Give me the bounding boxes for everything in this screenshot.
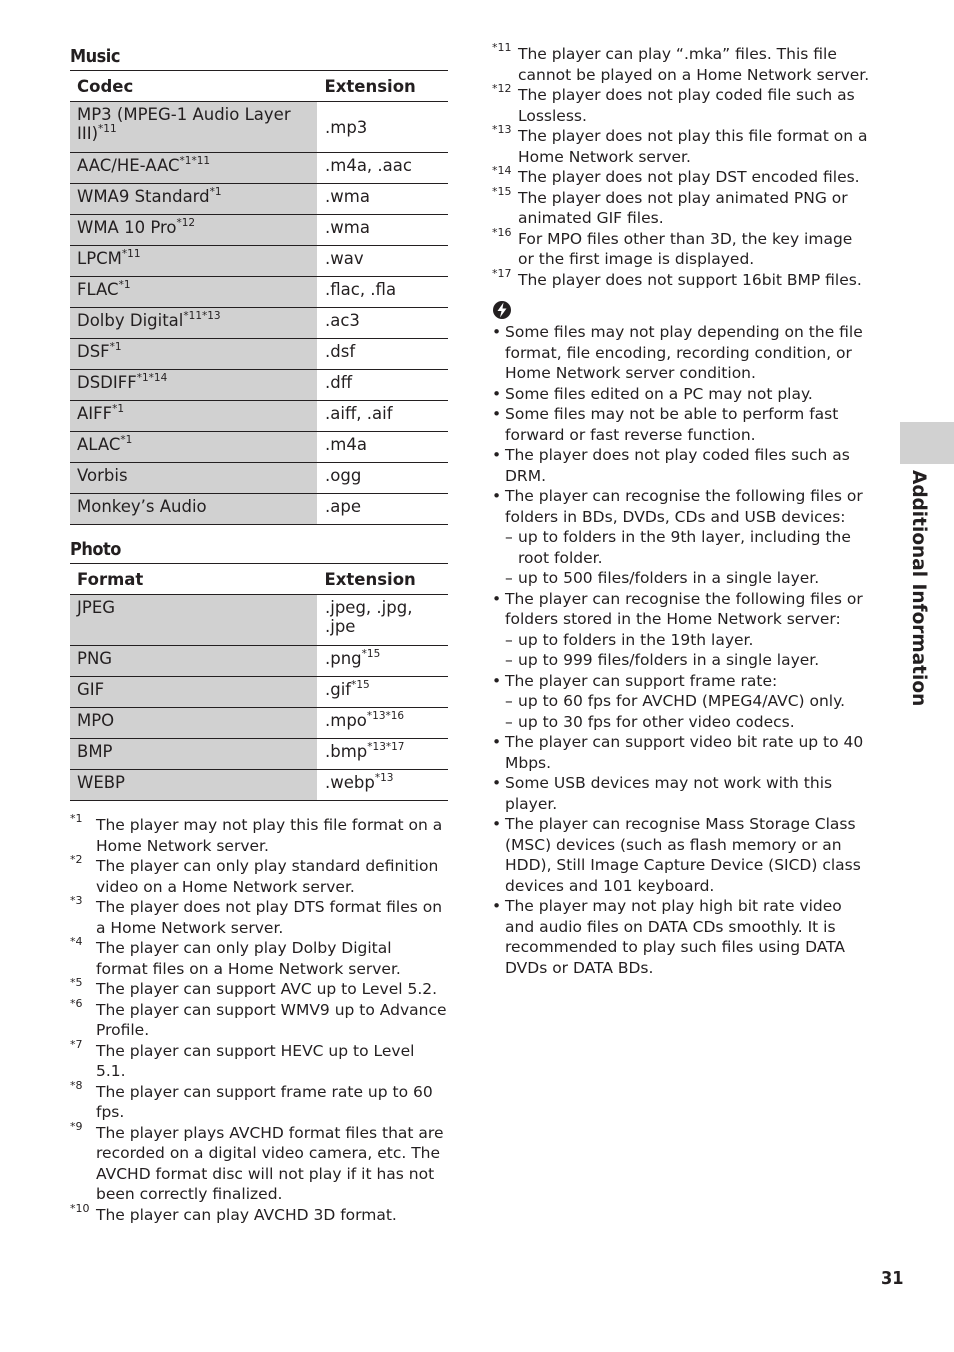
bullet: • (492, 487, 502, 505)
note-item (492, 322, 872, 384)
cell-text: .bmp (325, 742, 368, 761)
photo-table-body (70, 595, 448, 801)
footnote-text: The player can only play standard definition video on a Home Network server. (96, 857, 439, 896)
right-column (492, 41, 872, 978)
cell-text: .webp (325, 773, 375, 792)
note-item (492, 732, 872, 773)
note-item (492, 589, 872, 630)
dash: – (505, 528, 513, 546)
note-item (492, 814, 872, 896)
bullet: • (492, 323, 502, 341)
table-row (70, 308, 448, 339)
footnote-text: The player can support WMV9 up to Advance Profile. (96, 1000, 447, 1039)
footnote-text: The player plays AVCHD format files that are recorded on a digital video camera, etc. The AVCHD format disc will not play if it has not been correctly finalized. (96, 1123, 444, 1203)
footnote-mark: *17 (492, 266, 512, 280)
footnote-ref: *13*16 (366, 710, 405, 722)
side-tab-marker (900, 422, 954, 464)
bullet: • (492, 589, 502, 608)
photo-cell-name (70, 770, 318, 801)
music-cell-extension (318, 401, 449, 432)
table-row (70, 646, 448, 677)
bullet: • (492, 384, 502, 403)
table-row (70, 102, 448, 153)
cell-text: .aiff, .aif (325, 404, 393, 423)
cell-text: MPO (77, 711, 115, 730)
note-subtext: up to folders in the 9th layer, including the root folder. (518, 528, 851, 567)
note-text: Some files may not be able to perform fast forward or fast reverse function. (505, 405, 839, 444)
cell-text: .mpo (325, 711, 367, 730)
cell-text: .jpeg, .jpg, .jpe (325, 598, 413, 636)
footnote (492, 82, 872, 126)
footnote-text: The player does not play DST encoded files. (518, 168, 860, 186)
footnote-text: The player can support frame rate up to 60 fps. (96, 1082, 433, 1121)
bullet: • (492, 446, 502, 464)
music-cell-extension (318, 184, 449, 215)
music-cell-extension (318, 277, 449, 308)
table-row (70, 494, 448, 525)
footnote (70, 1201, 448, 1226)
note-subitem (492, 712, 872, 733)
footnote (492, 41, 872, 85)
cell-text: WEBP (77, 773, 126, 792)
side-tab-label: Additional Information (908, 470, 929, 707)
footnote-mark: *2 (70, 853, 83, 866)
footnote (70, 894, 448, 938)
photo-cell-extension (318, 708, 449, 739)
footnote-mark: *13 (492, 123, 512, 136)
cell-text: .m4a, .aac (325, 156, 412, 175)
music-cell-name (70, 215, 318, 246)
footnote (492, 123, 872, 167)
music-cell-name (70, 102, 318, 153)
table-row (70, 677, 448, 708)
footnote-mark: *8 (70, 1078, 83, 1092)
footnote-ref: *13 (374, 772, 394, 784)
footnote-text: The player can only play Dolby Digital format files on a Home Network server. (96, 939, 401, 978)
photo-cell-extension (318, 595, 449, 646)
dash: – (505, 712, 513, 731)
cell-text: .flac, .fla (325, 280, 397, 299)
note-subitem (492, 630, 872, 651)
cell-text: .wav (325, 249, 364, 268)
footnote-text: The player does not play coded file such as Lossless. (518, 86, 855, 125)
footnote-ref: *1 (109, 341, 122, 353)
cell-text: .wma (325, 187, 370, 206)
table-row (70, 463, 448, 494)
cell-text: .gif (325, 680, 352, 699)
footnote (492, 184, 872, 229)
footnote-text: The player does not play DTS format files on a Home Network server. (96, 898, 443, 937)
note-icon (492, 300, 872, 320)
photo-col-extension: Extension (318, 564, 449, 595)
music-cell-name (70, 246, 318, 277)
music-cell-name (70, 494, 318, 525)
photo-cell-name (70, 677, 318, 708)
photo-cell-extension (318, 677, 449, 708)
table-row (70, 215, 448, 246)
table-row (70, 770, 448, 801)
photo-cell-name (70, 595, 318, 646)
music-cell-name (70, 308, 318, 339)
footnote (492, 164, 872, 188)
music-col-codec: Codec (70, 71, 318, 102)
cell-text: MP3 (MPEG-1 Audio Layer III) (77, 105, 291, 143)
footnote-text: The player can play AVCHD 3D format. (96, 1205, 397, 1224)
bullet: • (492, 897, 502, 915)
bullet: • (492, 671, 502, 690)
note-item (492, 486, 872, 527)
photo-col-format: Format (70, 564, 318, 595)
photo-cell-extension (318, 646, 449, 677)
cell-text: DSDIFF (77, 373, 137, 392)
note-text: Some USB devices may not work with this player. (505, 774, 833, 813)
footnote-mark: *4 (70, 935, 83, 948)
cell-text: .dff (325, 373, 353, 392)
cell-text: .ac3 (325, 311, 360, 330)
music-cell-name (70, 153, 318, 184)
footnote-ref: *11*13 (183, 310, 221, 322)
left-column (70, 44, 448, 1225)
music-table (70, 70, 448, 525)
dash: – (505, 651, 513, 669)
note-subitem (492, 527, 872, 568)
dash: – (505, 569, 513, 587)
cell-text: .png (325, 649, 362, 668)
note-text: The player can recognise Mass Storage Class (MSC) devices (such as flash memory or an HDD), Still Image Capture Device (SICD) class devices and 101 keyboard. (505, 815, 861, 895)
cell-text: .mp3 (325, 117, 368, 137)
note-subitem (492, 568, 872, 589)
note-item (492, 445, 872, 486)
footnote-text: The player can play “.mka” files. This file cannot be played on a Home Network server. (518, 45, 870, 84)
footnote (70, 1037, 448, 1082)
cell-text: JPEG (77, 598, 116, 617)
music-cell-extension (318, 339, 449, 370)
cell-text: .ape (325, 497, 361, 516)
music-table-body (70, 102, 448, 525)
table-row (70, 184, 448, 215)
music-cell-name (70, 339, 318, 370)
footnote (70, 976, 448, 1000)
footnotes-right (492, 41, 872, 290)
dash: – (505, 630, 513, 649)
note-text: The player may not play high bit rate video and audio files on DATA CDs smoothly. It is recommended to play such files using DATA DVDs or DATA BDs. (505, 897, 846, 977)
dash: – (505, 692, 513, 710)
cell-text: DSF (77, 342, 110, 361)
footnote-ref: *15 (351, 679, 370, 691)
footnote-ref: *1*14 (136, 372, 168, 384)
footnote-ref: *15 (361, 648, 381, 660)
table-row (70, 153, 448, 184)
table-row (70, 277, 448, 308)
bullet: • (492, 733, 502, 751)
cell-text: WMA9 Standard (77, 187, 210, 206)
photo-cell-extension (318, 770, 449, 801)
note-text: Some files edited on a PC may not play. (505, 384, 813, 403)
footnote-ref: *1*11 (179, 155, 211, 167)
note-text: The player can support frame rate: (505, 671, 778, 690)
note-text: The player can support video bit rate up to 40 Mbps. (505, 733, 864, 772)
music-cell-extension (318, 370, 449, 401)
footnote-mark: *9 (70, 1119, 83, 1133)
table-row (70, 246, 448, 277)
footnote-mark: *11 (492, 41, 512, 54)
photo-cell-name (70, 646, 318, 677)
cell-text: Dolby Digital (77, 311, 184, 330)
note-item (492, 773, 872, 814)
footnote-mark: *7 (70, 1037, 83, 1051)
music-cell-name (70, 401, 318, 432)
cell-text: .m4a (325, 435, 367, 454)
table-row (70, 432, 448, 463)
photo-cell-name (70, 739, 318, 770)
footnote (70, 1078, 448, 1123)
table-row (70, 339, 448, 370)
notes-list (492, 322, 872, 978)
music-cell-name (70, 184, 318, 215)
music-cell-extension (318, 215, 449, 246)
note-subtext: up to folders in the 19th layer. (518, 630, 754, 649)
note-item (492, 896, 872, 978)
footnote-ref: *13*17 (367, 741, 405, 753)
cell-text: .dsf (325, 342, 356, 361)
page-number: 31 (881, 1268, 904, 1289)
footnote-ref: *1 (112, 403, 125, 415)
note-subtext: up to 500 files/folders in a single layer. (518, 569, 820, 587)
footnote-mark: *5 (70, 976, 83, 989)
note-text: The player can recognise the following files or folders in BDs, DVDs, CDs and USB devices: (505, 487, 863, 526)
bullet: • (492, 815, 502, 833)
cell-text: LPCM (77, 249, 122, 268)
footnote (70, 996, 448, 1041)
music-cell-extension (318, 153, 449, 184)
cell-text: AAC/HE-AAC (77, 156, 180, 175)
cell-text: .ogg (325, 466, 362, 485)
footnote-text: The player does not play animated PNG or animated GIF files. (518, 188, 848, 227)
footnote-text: The player can support AVC up to Level 5.2. (96, 980, 438, 998)
footnote-ref: *1 (118, 279, 131, 291)
footnotes-left (70, 812, 448, 1225)
footnote (492, 266, 872, 291)
footnote-mark: *3 (70, 894, 83, 907)
music-cell-extension (318, 308, 449, 339)
footnote (70, 935, 448, 979)
music-cell-extension (318, 102, 449, 153)
footnote-mark: *6 (70, 996, 83, 1010)
cell-text: .wma (325, 218, 370, 237)
footnote-mark: *15 (492, 184, 512, 198)
note-subitem (492, 650, 872, 671)
music-cell-extension (318, 432, 449, 463)
cell-text: GIF (77, 680, 105, 699)
table-row (70, 708, 448, 739)
cell-text: WMA 10 Pro (77, 218, 177, 237)
footnote-ref: *1 (209, 186, 222, 198)
bullet: • (492, 774, 502, 792)
cell-text: Monkey’s Audio (77, 497, 207, 516)
cell-text: Vorbis (77, 466, 128, 485)
footnote-mark: *12 (492, 82, 512, 95)
note-subtext: up to 999 files/folders in a single layer. (518, 651, 820, 669)
music-heading: Music (70, 46, 120, 67)
music-col-extension: Extension (318, 71, 449, 102)
note-item (492, 384, 872, 405)
footnote-text: The player does not play this file format on a Home Network server. (518, 127, 868, 166)
music-cell-extension (318, 463, 449, 494)
music-cell-extension (318, 246, 449, 277)
footnote-ref: *12 (176, 217, 196, 229)
photo-cell-extension (318, 739, 449, 770)
photo-table (70, 563, 448, 801)
photo-heading: Photo (70, 539, 121, 560)
note-subtext: up to 60 fps for AVCHD (MPEG4/AVC) only. (518, 692, 845, 710)
footnote-ref: *1 (120, 434, 133, 446)
footnote (492, 225, 872, 270)
photo-cell-name (70, 708, 318, 739)
table-row (70, 739, 448, 770)
cell-text: PNG (77, 649, 113, 668)
note-item (492, 671, 872, 692)
footnote-text: For MPO files other than 3D, the key image or the first image is displayed. (518, 229, 853, 268)
music-cell-name (70, 432, 318, 463)
footnote-text: The player may not play this file format on a Home Network server. (96, 816, 443, 855)
note-text: Some files may not play depending on the file format, file encoding, recording condition, or Home Network server condition. (505, 323, 863, 382)
footnote-ref: *11 (98, 123, 117, 135)
footnote-mark: *1 (70, 812, 83, 825)
cell-text: ALAC (77, 435, 121, 454)
note-text: The player can recognise the following files or folders stored in the Home Network server: (505, 589, 863, 628)
footnote-mark: *16 (492, 225, 512, 239)
cell-text: FLAC (77, 280, 119, 299)
footnote-mark: *14 (492, 164, 512, 177)
footnote-ref: *11 (121, 248, 141, 260)
table-row (70, 401, 448, 432)
note-text: The player does not play coded files such as DRM. (505, 446, 850, 485)
cell-text: BMP (77, 742, 113, 761)
music-cell-extension (318, 494, 449, 525)
music-cell-name (70, 463, 318, 494)
note-item (492, 404, 872, 445)
footnote (70, 812, 448, 856)
note-subitem (492, 691, 872, 712)
music-cell-name (70, 277, 318, 308)
music-cell-name (70, 370, 318, 401)
footnote-mark: *10 (70, 1201, 90, 1215)
bullet: • (492, 405, 502, 423)
note-subtext: up to 30 fps for other video codecs. (518, 712, 795, 731)
footnote (70, 853, 448, 897)
footnote-text: The player can support HEVC up to Level 5.1. (96, 1041, 415, 1080)
table-row (70, 595, 448, 646)
footnote-text: The player does not support 16bit BMP files. (518, 270, 862, 289)
table-row (70, 370, 448, 401)
footnote (70, 1119, 448, 1205)
cell-text: AIFF (77, 404, 113, 423)
